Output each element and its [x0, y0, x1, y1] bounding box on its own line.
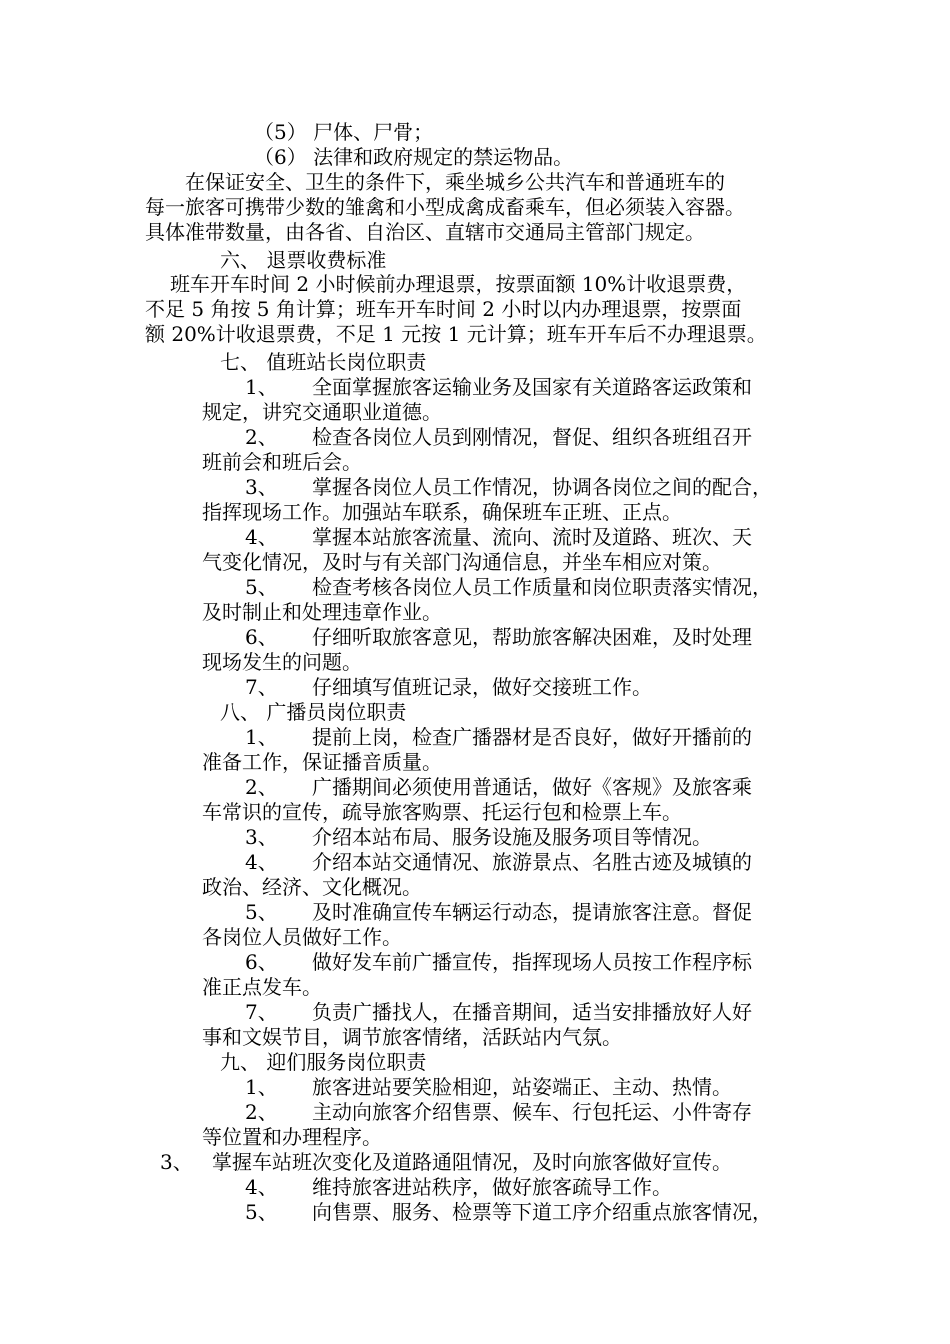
text-line: 政治、经济、文化概况。	[202, 875, 422, 899]
item-number: 4、	[245, 1175, 278, 1199]
item-number: 2、	[245, 775, 278, 799]
text-line: 维持旅客进站秩序，做好旅客疏导工作。	[312, 1175, 672, 1199]
text-line: 掌握各岗位人员工作情况，协调各岗位之间的配合，	[312, 475, 772, 499]
text-line: 每一旅客可携带少数的雏禽和小型成禽成畜乘车，但必须装入容器。	[145, 195, 745, 219]
text-line: 负责广播找人，在播音期间，适当安排播放好人好	[312, 1000, 752, 1024]
text-line: 掌握本站旅客流量、流向、流时及道路、班次、天	[312, 525, 752, 549]
text-line: 班车开车时间 2 小时候前办理退票，按票面额 10%计收退票费，	[170, 272, 747, 296]
text-line: 班前会和班后会。	[202, 450, 362, 474]
text-line: 全面掌握旅客运输业务及国家有关道路客运政策和	[312, 375, 752, 399]
text-line: 规定，讲究交通职业道德。	[202, 400, 442, 424]
text-line: 掌握车站班次变化及道路通阻情况，及时向旅客做好宣传。	[212, 1150, 732, 1174]
text-line: 在保证安全、卫生的条件下，乘坐城乡公共汽车和普通班车的	[185, 170, 725, 194]
text-line: 指挥现场工作。加强站车联系，确保班车正班、正点。	[202, 500, 682, 524]
text-line: 等位置和办理程序。	[202, 1125, 382, 1149]
section-heading: 六、 退票收费标准	[220, 248, 387, 272]
item-number: 2、	[245, 425, 278, 449]
text-line: 及时制止和处理违章作业。	[202, 600, 442, 624]
text-line: 准正点发车。	[202, 975, 322, 999]
text-line: 现场发生的问题。	[202, 650, 362, 674]
text-line: 及时准确宣传车辆运行动态，提请旅客注意。督促	[312, 900, 752, 924]
text-line: 广播期间必须使用普通话，做好《客规》及旅客乘	[312, 775, 752, 799]
text-line: 车常识的宣传，疏导旅客购票、托运行包和检票上车。	[202, 800, 682, 824]
text-line: 各岗位人员做好工作。	[202, 925, 402, 949]
section-heading: 八、 广播员岗位职责	[220, 700, 407, 724]
text-line: 检查各岗位人员到刚情况，督促、组织各班组召开	[312, 425, 752, 449]
text-line: 主动向旅客介绍售票、候车、行包托运、小件寄存	[312, 1100, 752, 1124]
text-line: （5） 尸体、尸骨；	[254, 120, 434, 144]
item-number: 6、	[245, 625, 278, 649]
item-number: 4、	[245, 850, 278, 874]
item-number: 7、	[245, 1000, 278, 1024]
text-line: （6） 法律和政府规定的禁运物品。	[254, 145, 574, 169]
item-number: 3、	[160, 1150, 193, 1174]
item-number: 7、	[245, 675, 278, 699]
item-number: 2、	[245, 1100, 278, 1124]
item-number: 1、	[245, 725, 278, 749]
text-line: 额 20%计收退票费，不足 1 元按 1 元计算；班车开车后不办理退票。	[145, 322, 767, 346]
item-number: 3、	[245, 825, 278, 849]
section-heading: 九、 迎们服务岗位职责	[220, 1050, 427, 1074]
text-line: 介绍本站布局、服务设施及服务项目等情况。	[312, 825, 712, 849]
item-number: 5、	[245, 900, 278, 924]
text-line: 检查考核各岗位人员工作质量和岗位职责落实情况，	[312, 575, 772, 599]
item-number: 5、	[245, 1200, 278, 1224]
item-number: 1、	[245, 1075, 278, 1099]
text-line: 仔细填写值班记录，做好交接班工作。	[312, 675, 652, 699]
item-number: 1、	[245, 375, 278, 399]
text-line: 旅客进站要笑脸相迎，站姿端正、主动、热情。	[312, 1075, 732, 1099]
text-line: 不足 5 角按 5 角计算；班车开车时间 2 小时以内办理退票，按票面	[145, 297, 742, 321]
text-line: 准备工作，保证播音质量。	[202, 750, 442, 774]
text-line: 仔细听取旅客意见，帮助旅客解决困难，及时处理	[312, 625, 752, 649]
item-number: 3、	[245, 475, 278, 499]
text-line: 气变化情况，及时与有关部门沟通信息，并坐车相应对策。	[202, 550, 722, 574]
item-number: 6、	[245, 950, 278, 974]
item-number: 4、	[245, 525, 278, 549]
text-line: 介绍本站交通情况、旅游景点、名胜古迹及城镇的	[312, 850, 752, 874]
text-line: 做好发车前广播宣传，指挥现场人员按工作程序标	[312, 950, 752, 974]
item-number: 5、	[245, 575, 278, 599]
text-line: 具体准带数量，由各省、自治区、直辖市交通局主管部门规定。	[145, 220, 705, 244]
text-line: 事和文娱节目，调节旅客情绪，活跃站内气氛。	[202, 1025, 622, 1049]
section-heading: 七、 值班站长岗位职责	[220, 350, 427, 374]
text-line: 提前上岗，检查广播器材是否良好，做好开播前的	[312, 725, 752, 749]
text-line: 向售票、服务、检票等下道工序介绍重点旅客情况，	[312, 1200, 772, 1224]
